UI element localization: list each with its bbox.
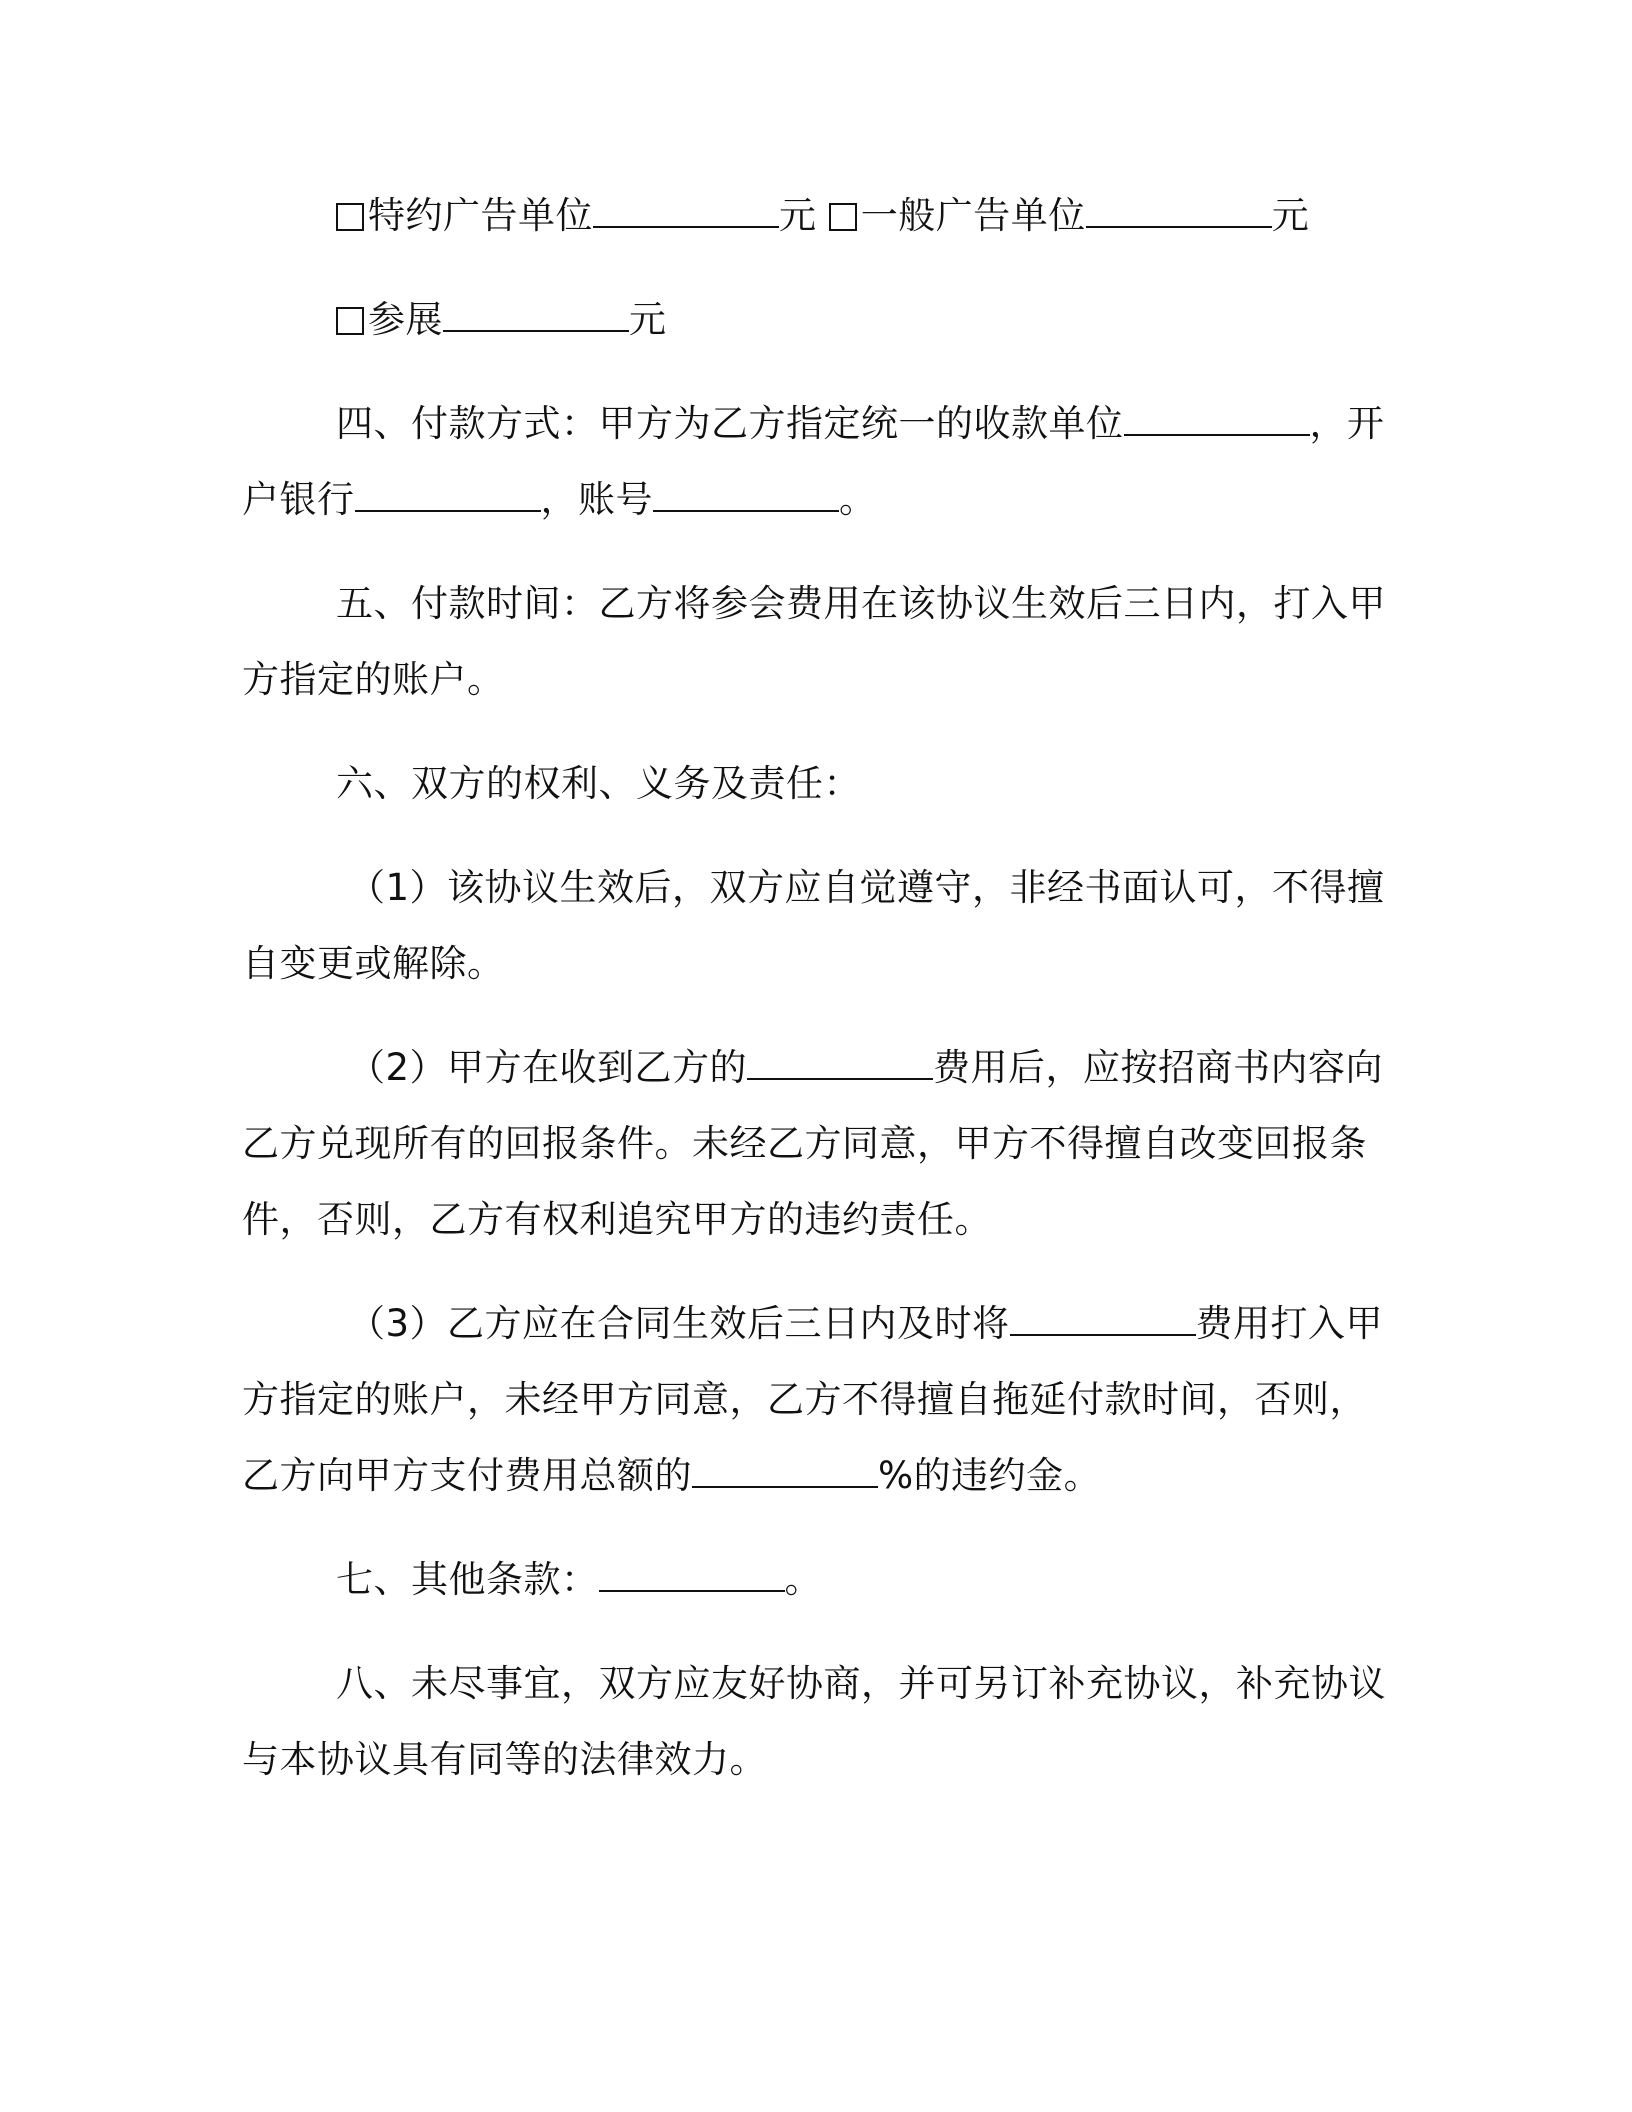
clause5-line2: 方指定的账户。	[242, 658, 505, 701]
item2-text-a: （2）甲方在收到乙方的	[348, 1046, 748, 1089]
general-ad-label: 一般广告单位	[860, 194, 1086, 237]
general-ad-checkbox[interactable]	[829, 203, 857, 231]
exhibitor-amount-blank[interactable]	[443, 292, 629, 332]
special-ad-amount-blank[interactable]	[593, 188, 779, 228]
general-ad-amount-blank[interactable]	[1086, 188, 1272, 228]
clause7-text-a: 七、其他条款：	[336, 1558, 599, 1601]
clause7-line	[336, 1552, 1476, 1608]
exhibitor-unit: 元	[629, 298, 667, 341]
special-ad-label: 特约广告单位	[368, 194, 593, 237]
clause4-line2	[242, 472, 1382, 528]
special-ad-checkbox[interactable]	[336, 203, 364, 231]
clause6-item2-line3: 件，否则，乙方有权利追究甲方的违约责任。	[242, 1198, 992, 1241]
clause4-text-e: 。	[839, 478, 877, 521]
clause6-item2-line2: 乙方兑现所有的回报条件。未经乙方同意，甲方不得擅自改变回报条	[242, 1122, 1367, 1165]
exhibitor-option-line	[336, 292, 1476, 348]
special-ad-unit: 元	[779, 194, 817, 237]
clause6-heading: 六、双方的权利、义务及责任：	[336, 762, 861, 805]
clause8-line1: 八、未尽事宜，双方应友好协商，并可另订补充协议，补充协议	[336, 1662, 1386, 1705]
item3-text-d: %的违约金。	[878, 1454, 1102, 1497]
clause8-line2: 与本协议具有同等的法律效力。	[242, 1738, 767, 1781]
clause6-item1-line2: 自变更或解除。	[242, 942, 505, 985]
item3-text-a: （3）乙方应在合同生效后三日内及时将	[348, 1302, 1010, 1345]
penalty-percent-blank[interactable]	[692, 1448, 878, 1488]
clause4-text-d: ，账号	[540, 478, 653, 521]
general-ad-unit: 元	[1271, 194, 1310, 237]
exhibitor-checkbox[interactable]	[336, 307, 364, 335]
item2-text-b: 费用后，应按招商书内容向	[933, 1046, 1384, 1089]
item3-text-b: 费用打入甲	[1195, 1302, 1384, 1345]
exhibitor-label: 参展	[368, 298, 443, 341]
clause5-line1: 五、付款时间：乙方将参会费用在该协议生效后三日内，打入甲	[336, 582, 1386, 625]
item3-text-c: 乙方向甲方支付费用总额的	[242, 1454, 692, 1497]
clause4-text-c: 户银行	[242, 478, 355, 521]
clause6-item3-line1	[348, 1296, 1488, 1352]
account-number-blank[interactable]	[653, 472, 839, 512]
fee-type-blank-2[interactable]	[1010, 1296, 1196, 1336]
clause6-item2-line1	[348, 1040, 1488, 1096]
clause6-item3-line2: 方指定的账户，未经甲方同意，乙方不得擅自拖延付款时间，否则，	[242, 1378, 1367, 1421]
fee-type-blank-1[interactable]	[747, 1040, 933, 1080]
clause4-text-a: 四、付款方式：甲方为乙方指定统一的收款单位	[336, 402, 1124, 445]
sponsor-options-line	[336, 188, 1476, 244]
clause4-text-b: ，开	[1309, 402, 1385, 445]
clause6-item3-line3	[242, 1448, 1382, 1504]
bank-name-blank[interactable]	[355, 472, 541, 512]
other-terms-blank[interactable]	[599, 1552, 785, 1592]
payee-unit-blank[interactable]	[1124, 396, 1310, 436]
clause4-line1	[336, 396, 1476, 452]
clause6-item1-line1: （1）该协议生效后，双方应自觉遵守，非经书面认可，不得擅	[348, 866, 1385, 909]
clause7-text-b: 。	[784, 1558, 822, 1601]
